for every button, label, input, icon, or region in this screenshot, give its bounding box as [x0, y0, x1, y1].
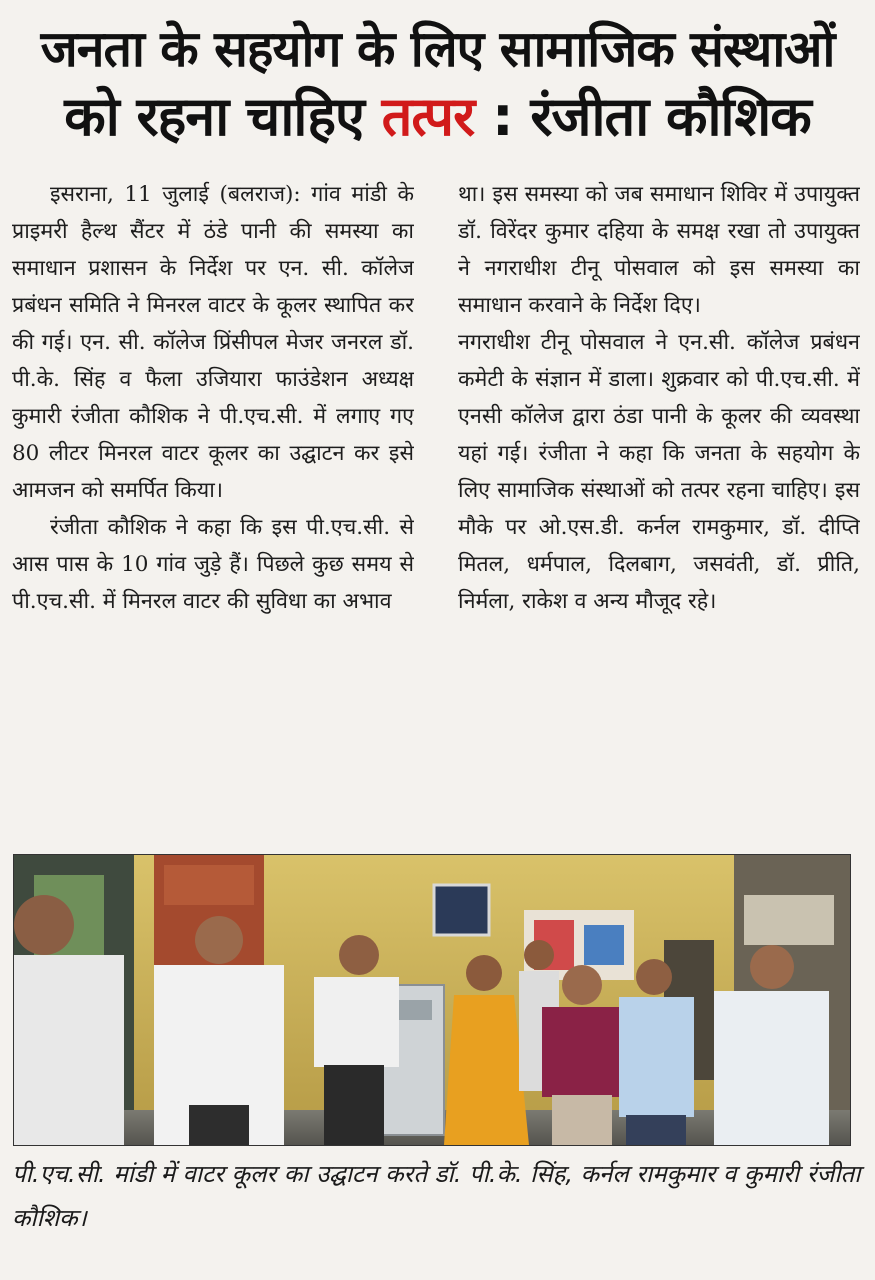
news-photo [13, 854, 851, 1146]
headline-line-1: जनता के सहयोग के लिए सामाजिक संस्थाओं [40, 20, 835, 78]
headline-line-2 [0, 82, 875, 152]
headline-line-2-start: को रहना चाहिए [64, 85, 382, 148]
photo-illustration [14, 855, 850, 1145]
paragraph-1-text: गांव मांडी के प्राइमरी हैल्थ सैंटर में ठंडे पानी की समस्या का समाधान प्रशासन के निर्देश पर एन. सी. कॉलेज प्रबंधन समिति ने मिनरल वाटर के कूलर स्थापित कर की गई। एन. सी. कॉलेज प्रिंसीपल मेजर जनरल डॉ. पी.के. सिंह व फैला उजियारा फाउंडेशन अध्यक्ष कुमारी रंजीता कौशिक ने पी.एच.सी. में लगाए गए 80 लीटर मिनरल वाटर कूलर का उद्घाटन कर इसे आमजन को समर्पित किया। [12, 182, 414, 503]
article-body [12, 176, 860, 844]
article-paragraph-4: नगराधीश टीनू पोसवाल ने एन.सी. कॉलेज प्रबंधन कमेटी के संज्ञान में डाला। शुक्रवार को पी.एच.सी. में एनसी कॉलेज द्वारा ठंडा पानी के कूलर की व्यवस्था यहां गई। रंजीता ने कहा कि जनता के सहयोग के लिए सामाजिक संस्थाओं को तत्पर रहना चाहिए। इस मौके पर ओ.एस.डी. कर्नल रामकुमार, डॉ. दीप्ति मितल, धर्मपाल, दिलबाग, जसवंती, डॉ. प्रीति, निर्मला, राकेश व अन्य मौजूद रहे। [458, 330, 860, 614]
headline [0, 18, 875, 152]
article-column-right [458, 176, 860, 844]
headline-highlight-word: तत्पर [381, 85, 475, 148]
article-column-left [12, 176, 414, 844]
dateline: इसराना, 11 जुलाई (बलराज): [50, 182, 301, 207]
headline-line-2-end: : रंजीता कौशिक [474, 85, 811, 148]
article-paragraph-2: रंजीता कौशिक ने कहा कि इस पी.एच.सी. से आस पास के 10 गांव जुड़े हैं। पिछले कुछ समय से पी.एच.सी. में मिनरल वाटर की सुविधा का अभाव [12, 515, 414, 614]
photo-caption: पी.एच.सी. मांडी में वाटर कूलर का उद्घाटन करते डॉ. पी.के. सिंह, कर्नल रामकुमार व कुमारी रंजीता कौशिक। [12, 1160, 861, 1232]
article-paragraph-3: था। इस समस्या को जब समाधान शिविर में उपायुक्त डॉ. विरेंदर कुमार दहिया के समक्ष रखा तो उपायुक्त ने नगराधीश टीनू पोसवाल को इस समस्या का समाधान करवाने के निर्देश दिए। [458, 182, 860, 318]
article-paragraph-1 [12, 176, 414, 509]
